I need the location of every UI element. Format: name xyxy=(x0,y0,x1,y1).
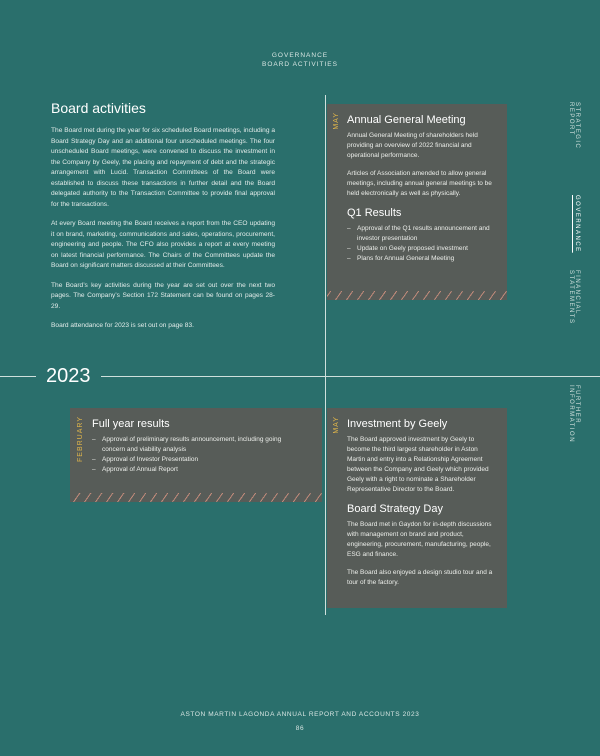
agm-title: Annual General Meeting xyxy=(347,114,466,126)
section-label: GOVERNANCE xyxy=(271,52,329,59)
intro-paragraph: The Board met during the year for six scheduled Board meetings, including a Board Strategy Day and an additional four unscheduled meetings. The four unscheduled Board meetings, were convened to discuss the investment in the Company by Geely, the placing and repayment of debt and the strategic arrangement with Lucid. Transaction Committees of the Board were established to discuss these transactions in further detail and the Board delegated authority to the Transaction Committee to provide final approval for the transactions. xyxy=(51,127,275,208)
section-header xyxy=(0,51,600,69)
list-item: – Approval of Annual Report xyxy=(92,465,292,475)
card-may-agm xyxy=(327,104,507,300)
hatch-pattern xyxy=(70,493,322,502)
year-label: 2023 xyxy=(36,365,101,388)
subsection-label: BOARD ACTIVITIES xyxy=(262,61,338,68)
list-item: – Approval of preliminary results announcement, including going concern and viability analysis xyxy=(92,435,292,455)
month-label: FEBRUARY xyxy=(77,416,84,462)
report-title: ASTON MARTIN LAGONDA ANNUAL REPORT AND ACCOUNTS 2023 xyxy=(180,711,420,718)
nav-financial-statements[interactable]: FINANCIAL STATEMENTS xyxy=(568,270,580,325)
card-may-geely xyxy=(327,408,507,608)
agm-text: Articles of Association amended to allow general meetings, including annual general meetings to be held electronically as well as physically. xyxy=(347,170,492,197)
geely-title: Investment by Geely xyxy=(347,418,448,430)
timeline-vertical-line xyxy=(325,95,326,615)
strategy-day-title: Board Strategy Day xyxy=(347,503,443,515)
intro-paragraph: Board attendance for 2023 is set out on page 83. xyxy=(51,322,194,329)
full-year-title: Full year results xyxy=(92,418,170,430)
page-title: Board activities xyxy=(51,100,146,116)
list-item: – Update on Geely proposed investment xyxy=(347,244,497,254)
nav-further-information[interactable]: FURTHER INFORMATION xyxy=(568,385,580,444)
full-year-list xyxy=(92,435,292,475)
intro-paragraph: The Board’s key activities during the year are set out over the next two pages. The Company’s Section 172 Statement can be found on pages 28-29. xyxy=(51,281,275,310)
page-number: 86 xyxy=(295,725,305,732)
hatch-pattern xyxy=(327,291,507,300)
page-footer xyxy=(0,708,600,736)
q1-title: Q1 Results xyxy=(347,207,402,219)
agm-text: Annual General Meeting of shareholders held providing an overview of 2022 financial and operational performance. xyxy=(347,132,478,159)
list-item: – Plans for Annual General Meeting xyxy=(347,254,497,264)
month-label: MAY xyxy=(333,112,340,130)
strategy-day-text: The Board also enjoyed a design studio tour and a tour of the factory. xyxy=(347,569,493,586)
list-item: – Approval of Investor Presentation xyxy=(92,455,292,465)
q1-list xyxy=(347,224,497,264)
card-february-results xyxy=(70,408,322,502)
list-item: – Approval of the Q1 results announcement and investor presentation xyxy=(347,224,497,244)
intro-text xyxy=(51,126,275,341)
nav-governance[interactable]: GOVERNANCE xyxy=(574,195,580,253)
nav-strategic-report[interactable]: STRATEGIC REPORT xyxy=(568,102,580,150)
strategy-day-text: The Board met in Gaydon for in-depth discussions with management on brand and product, engineering, procurement, manufacturing, people, ESG and finance. xyxy=(347,521,492,558)
intro-paragraph: At every Board meeting the Board receives a report from the CEO updating it on brand, marketing, communications and sales, operations, procurement, engineering and people. The CFO also provides a report at every meeting on latest financial performance. The Chairs of the Committees update the Board on significant matters discussed at their Committees. xyxy=(51,220,275,269)
month-label: MAY xyxy=(333,416,340,434)
geely-text: The Board approved investment by Geely to become the third largest shareholder in Aston Martin and entry into a Relationship Agreement between the Company and Geely which provided Geely with a right to nominate a Shareholder Representative Director to the Board. xyxy=(347,436,489,493)
